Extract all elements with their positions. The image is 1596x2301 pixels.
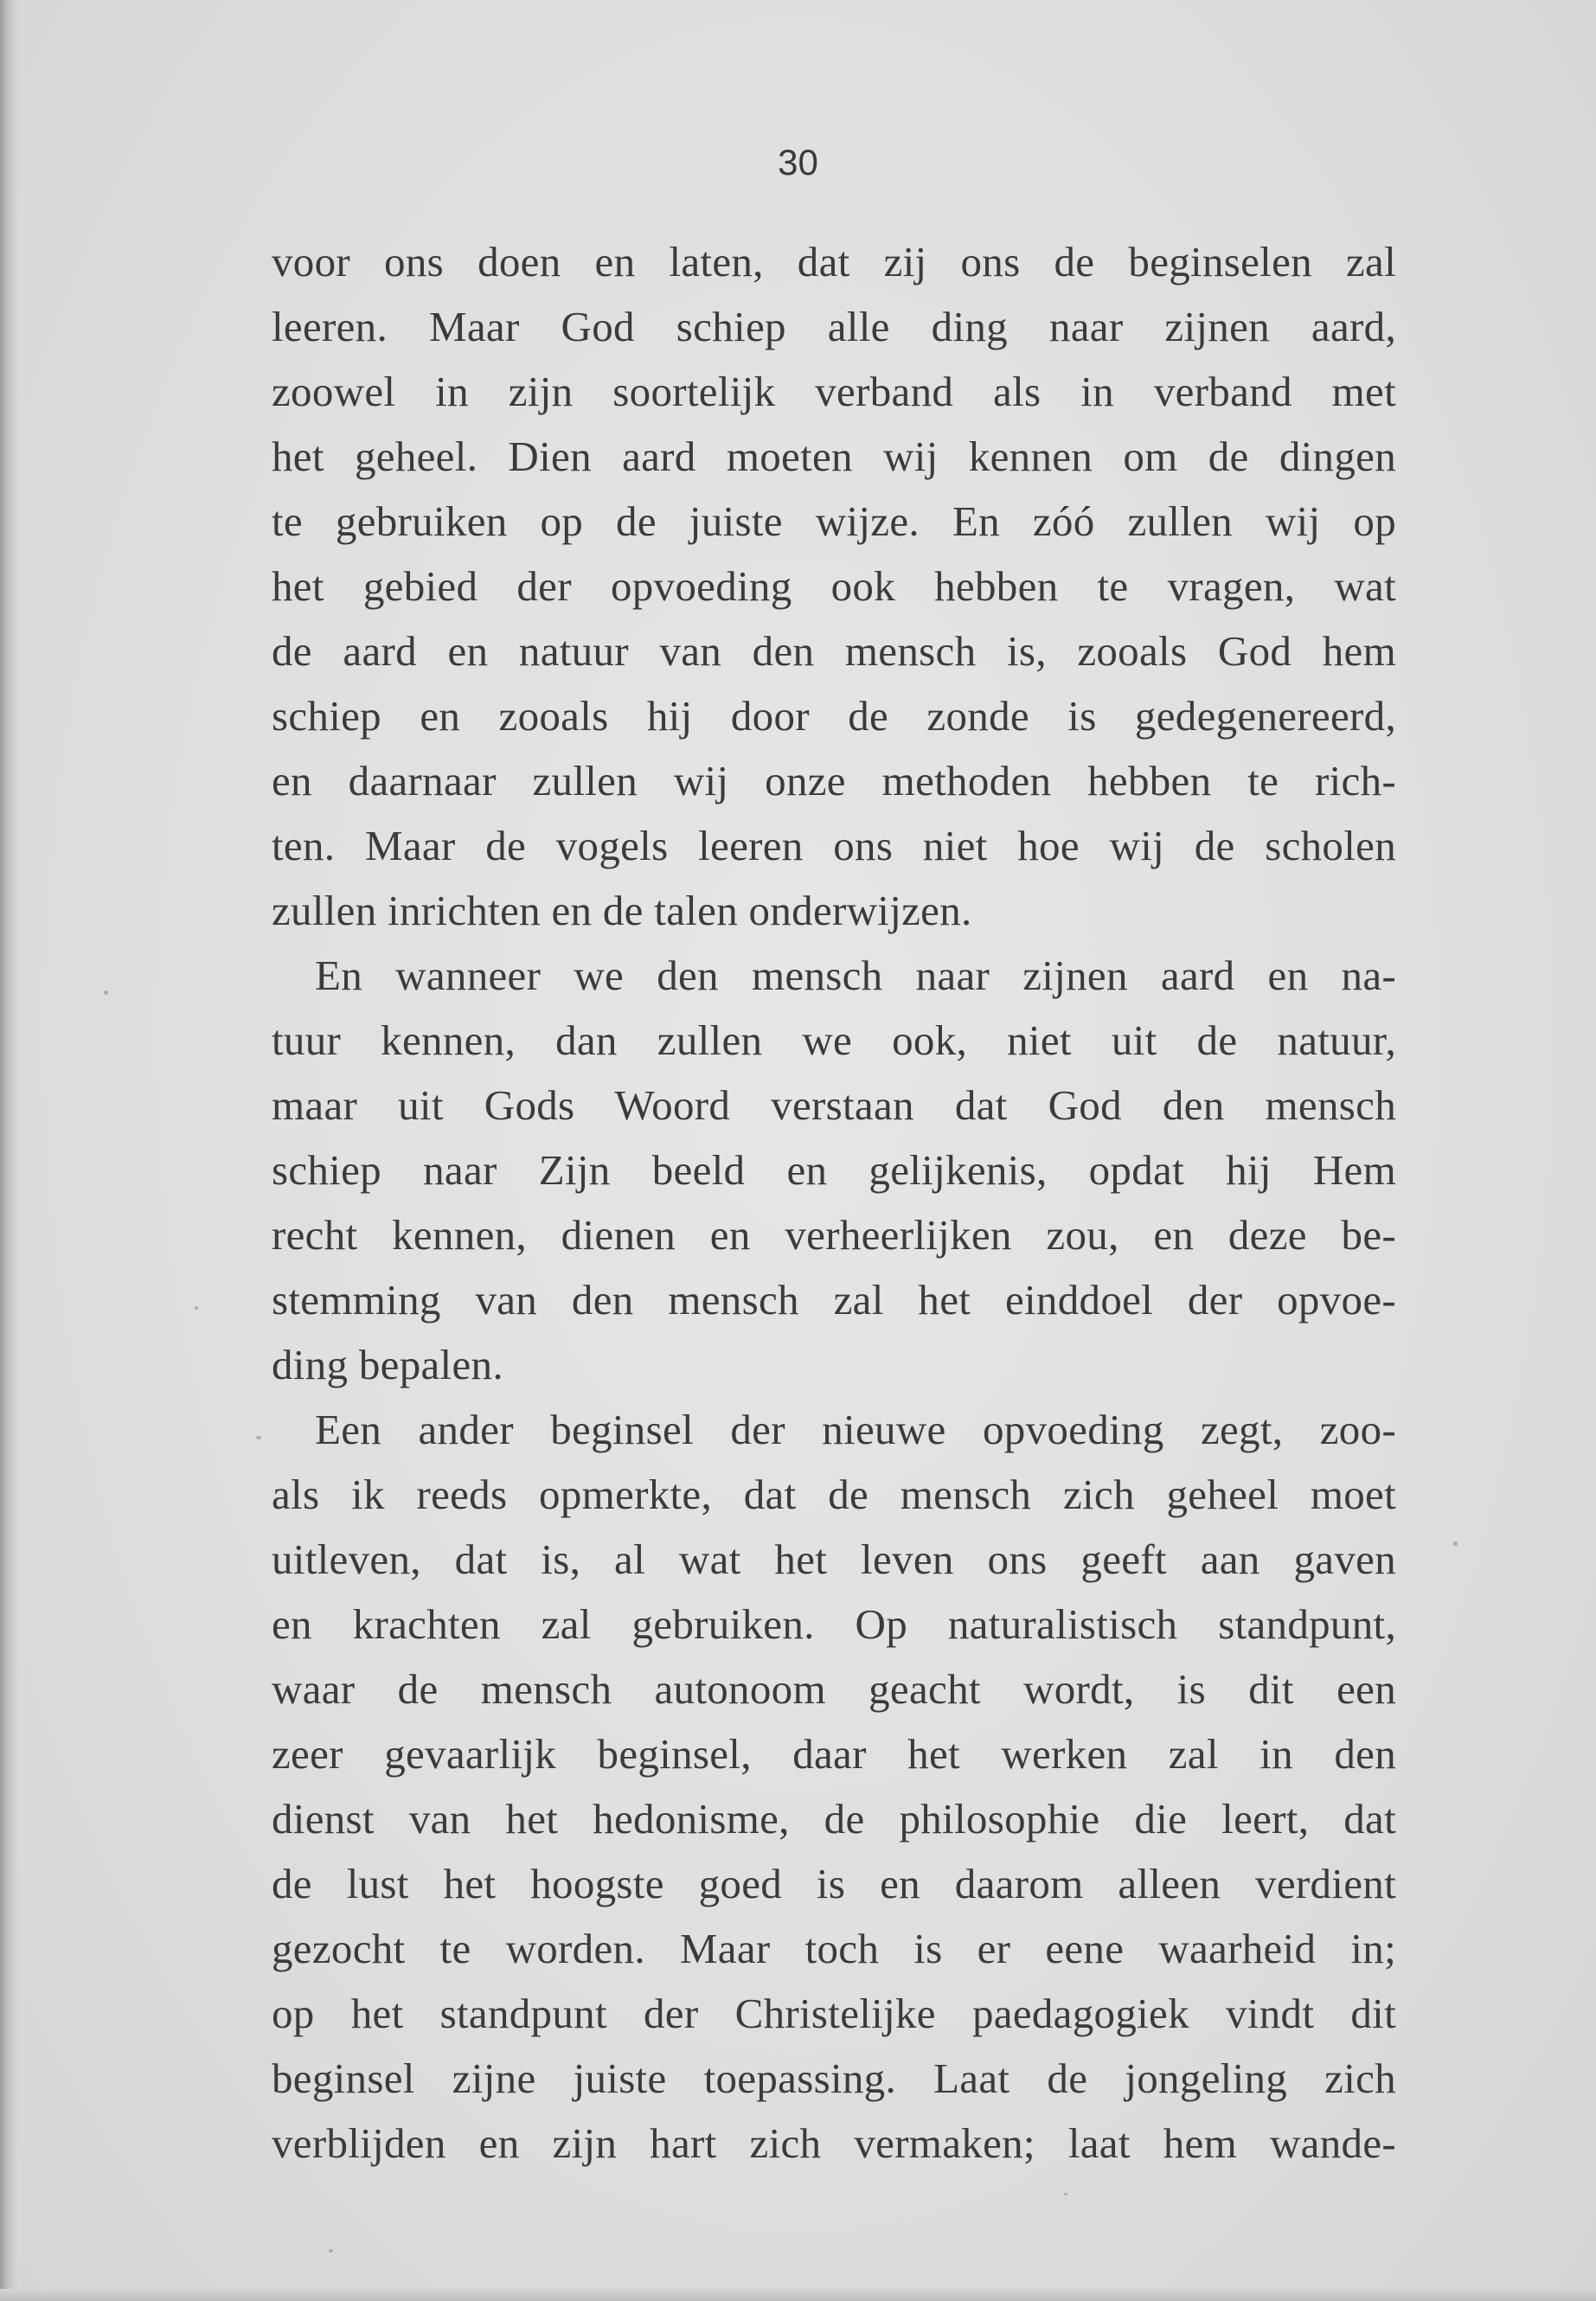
text-line: waar de mensch autonoom geacht wordt, is dit een — [272, 1665, 1396, 1713]
text-line: ten. Maar de vogels leeren ons niet hoe wij de scholen — [272, 822, 1396, 869]
text-line: beginsel zijne juiste toepassing. Laat de jongeling zich — [272, 2054, 1396, 2102]
scan-speck — [329, 2249, 333, 2253]
text-line: maar uit Gods Woord verstaan dat God den mensch — [272, 1081, 1396, 1129]
text-line: verblijden en zijn hart zich vermaken; laat hem wande- — [272, 2119, 1396, 2167]
text-line: en daarnaar zullen wij onze methoden hebben te rich- — [272, 757, 1396, 804]
text-line: zeer gevaarlijk beginsel, daar het werken zal in den — [272, 1730, 1396, 1778]
scan-speck — [1453, 1541, 1458, 1546]
text-line: voor ons doen en laten, dat zij ons de beginselen zal — [272, 238, 1396, 285]
text-line: op het standpunt der Christelijke paedagogiek vindt dit — [272, 1990, 1396, 2037]
text-line: gezocht te worden. Maar toch is er eene waarheid in; — [272, 1925, 1396, 1972]
text-line: als ik reeds opmerkte, dat de mensch zich geheel moet — [272, 1471, 1396, 1518]
text-line: het gebied der opvoeding ook hebben te vragen, wat — [272, 562, 1396, 610]
text-line: Een ander beginsel der nieuwe opvoeding zegt, zoo- — [315, 1406, 1396, 1453]
text-line: het geheel. Dien aard moeten wij kennen om de dingen — [272, 433, 1396, 480]
text-line: de aard en natuur van den mensch is, zooals God hem — [272, 627, 1396, 675]
text-line: leeren. Maar God schiep alle ding naar zijnen aard, — [272, 303, 1396, 350]
scan-speck — [256, 1436, 261, 1439]
text-line: recht kennen, dienen en verheerlijken zou, en deze be- — [272, 1211, 1396, 1259]
text-line: stemming van den mensch zal het einddoel der opvoe- — [272, 1276, 1396, 1324]
text-line: te gebruiken op de juiste wijze. En zóó zullen wij op — [272, 497, 1396, 545]
text-line: zullen inrichten en de talen onderwijzen. — [272, 887, 972, 934]
text-line: ding bepalen. — [272, 1341, 503, 1388]
page-bottom-edge — [0, 2289, 1596, 2301]
text-line: En wanneer we den mensch naar zijnen aard en na- — [315, 952, 1396, 999]
scan-speck — [195, 1306, 198, 1310]
text-line: schiep en zooals hij door de zonde is gedegenereerd, — [272, 692, 1396, 740]
scan-speck — [104, 990, 108, 995]
scan-speck — [1064, 2193, 1067, 2195]
text-line: zoowel in zijn soortelijk verband als in verband met — [272, 368, 1396, 415]
text-line: schiep naar Zijn beeld en gelijkenis, opdat hij Hem — [272, 1146, 1396, 1194]
text-line: uitleven, dat is, al wat het leven ons geeft aan gaven — [272, 1535, 1396, 1583]
body-text — [272, 229, 1396, 2176]
text-line: en krachten zal gebruiken. Op naturalistisch standpunt, — [272, 1600, 1396, 1648]
text-line: dienst van het hedonisme, de philosophie die leert, dat — [272, 1795, 1396, 1843]
text-line: de lust het hoogste goed is en daarom alleen verdient — [272, 1860, 1396, 1907]
text-line: tuur kennen, dan zullen we ook, niet uit de natuur, — [272, 1016, 1396, 1064]
page-binding-edge — [0, 0, 19, 2301]
page-number: 30 — [778, 142, 818, 183]
